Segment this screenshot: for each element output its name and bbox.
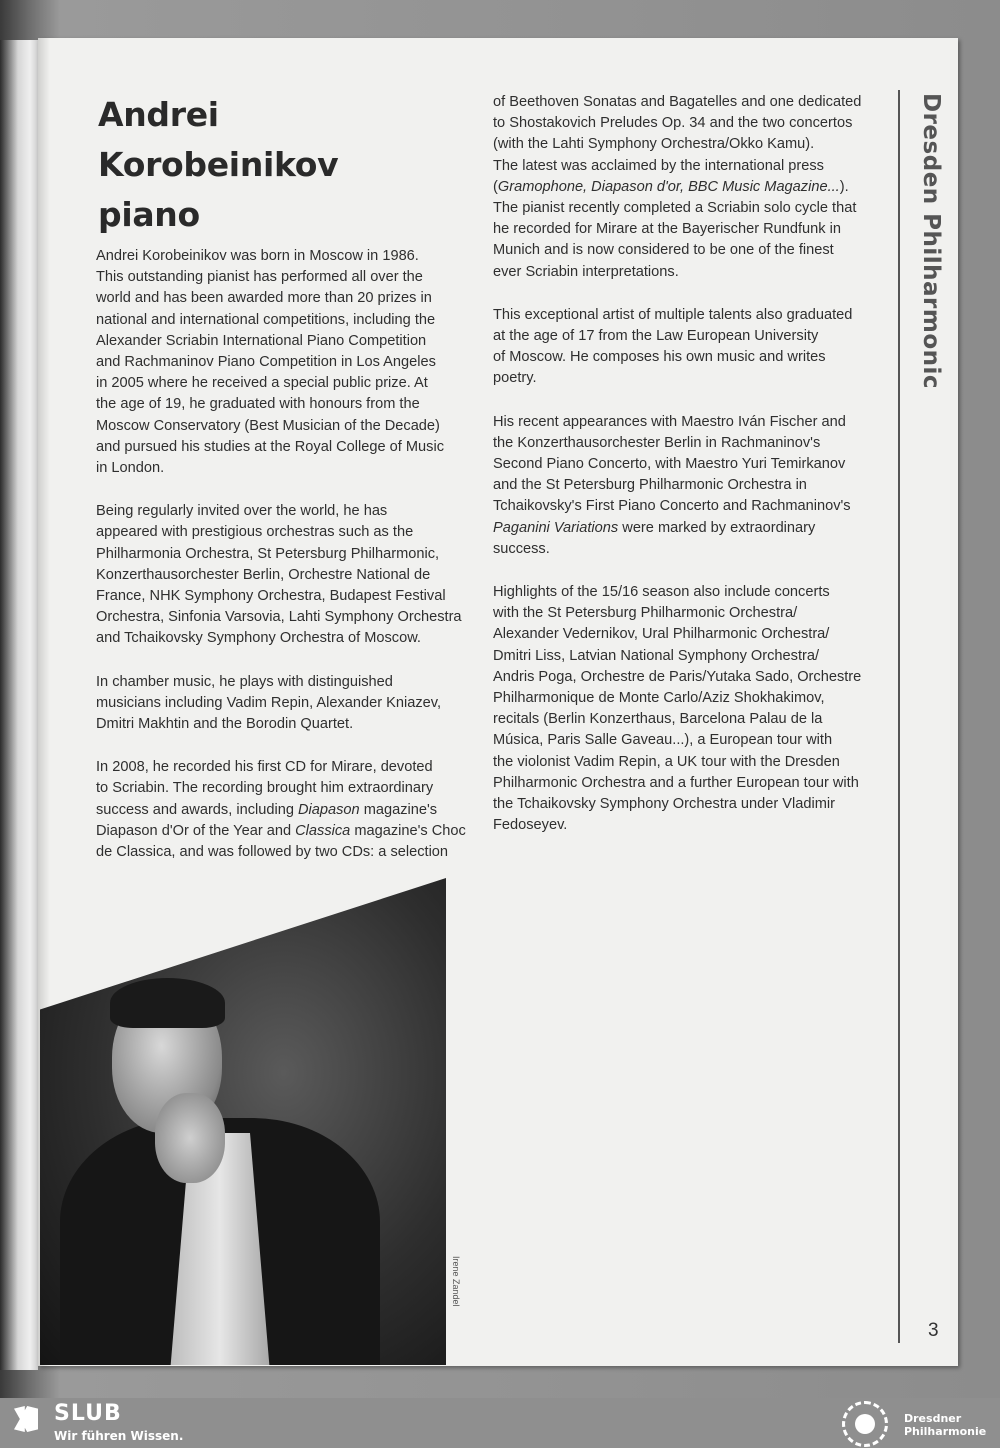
text-line: France, NHK Symphony Orchestra, Budapest Festival — [96, 588, 446, 605]
text-line: musicians including Vadim Repin, Alexander Kniazev, — [96, 694, 442, 711]
text-line: (Gramophone, Diapason d'or, BBC Music Magazine...). — [493, 178, 849, 195]
text-line: Andris Poga, Orchestre de Paris/Yutaka Sado, Orchestre — [493, 668, 862, 685]
text-line: (with the Lahti Symphony Orchestra/Okko Kamu). — [493, 136, 815, 153]
text-line: Being regularly invited over the world, he has — [96, 503, 388, 520]
title-name: Andrei Korobeinikov — [98, 95, 339, 184]
text-line: His recent appearances with Maestro Iván Fischer and — [493, 413, 846, 430]
text-line: Alexander Vedernikov, Ural Philharmonic Orchestra/ — [493, 626, 830, 643]
text-line: Orchestra, Sinfonia Varsovia, Lahti Symphony Orchestra — [96, 609, 462, 626]
text-line: and Rachmaninov Piano Competition in Los Angeles — [96, 354, 436, 371]
artist-portrait-photo — [40, 878, 446, 1365]
text-line: ever Scriabin interpretations. — [493, 263, 679, 280]
text-line: the violonist Vadim Repin, a UK tour with the Dresden — [493, 753, 840, 770]
text-line: Philharmonic Orchestra and a further European tour with — [493, 774, 859, 791]
paragraph-chamber-music — [96, 672, 442, 736]
paragraph-orchestras — [96, 501, 462, 649]
text-line: of Moscow. He composes his own music and writes — [493, 349, 826, 366]
footer-bar — [0, 1398, 1000, 1448]
text-line: world and has been awarded more than 20 prizes in — [96, 290, 432, 307]
text-line: to Shostakovich Preludes Op. 34 and the two concertos — [493, 115, 853, 132]
text-line: national and international competitions, including the — [96, 311, 436, 328]
text-line: Diapason d'Or of the Year and Classica magazine's Choc — [96, 822, 466, 839]
text-line: In chamber music, he plays with distinguished — [96, 673, 393, 690]
text-line: This outstanding pianist has performed all over the — [96, 269, 423, 286]
paragraph-talents — [493, 305, 853, 390]
text-line: the Konzerthausorchester Berlin in Rachmaninov's — [493, 434, 821, 451]
text-line: Highlights of the 15/16 season also include concerts — [493, 584, 830, 601]
text-line: in London. — [96, 460, 165, 477]
text-line: and pursued his studies at the Royal College of Music — [96, 438, 445, 455]
text-line: de Classica, and was followed by two CDs: a selection — [96, 844, 449, 861]
text-line: and Tchaikovsky Symphony Orchestra of Moscow. — [96, 630, 421, 647]
paragraph-appearances — [493, 412, 849, 560]
text-line: Alexander Scriabin International Piano Competition — [96, 332, 427, 349]
photo-hair — [110, 978, 225, 1028]
text-line: Paganini Variations were marked by extraordinary — [493, 519, 816, 536]
photo-credit: Irene Zandel — [451, 1256, 461, 1307]
text-line: The latest was acclaimed by the international press — [493, 157, 824, 174]
text-line: Second Piano Concerto, with Maestro Yuri Temirkanov — [493, 456, 846, 473]
side-running-title: Dresden Philharmonic — [918, 93, 944, 390]
text-line: Philharmonique de Monte Carlo/Aziz Shokhakimov, — [493, 690, 825, 707]
text-line: Philharmonia Orchestra, St Petersburg Philharmonic, — [96, 545, 440, 562]
right-column — [493, 92, 862, 859]
previous-page-edge — [0, 40, 38, 1370]
logo-line: Dresdner — [904, 1412, 962, 1425]
text-line: at the age of 17 from the Law European University — [493, 328, 819, 345]
text-line: Dmitri Makhtin and the Borodin Quartet. — [96, 716, 354, 733]
text-line: Dmitri Liss, Latvian National Symphony Orchestra/ — [493, 647, 820, 664]
paragraph-discography — [493, 92, 862, 283]
text-line: the Tchaikovsky Symphony Orchestra under Vladimir — [493, 796, 836, 813]
text-line: poetry. — [493, 370, 537, 387]
dresdner-philharmonie-logo-icon — [842, 1401, 888, 1447]
slub-tagline: Wir führen Wissen. — [54, 1429, 184, 1443]
text-line: recitals (Berlin Konzerthaus, Barcelona Palau de la — [493, 711, 823, 728]
text-line: in 2005 where he received a special public prize. At — [96, 375, 428, 392]
text-line: Moscow Conservatory (Best Musician of the Decade) — [96, 417, 440, 434]
text-line: success. — [493, 540, 550, 557]
text-line: with the St Petersburg Philharmonic Orchestra/ — [493, 605, 798, 622]
text-line: he recorded for Mirare at the Bayerischer Rundfunk in — [493, 221, 841, 238]
paragraph-season-highlights — [493, 582, 862, 836]
document-page — [38, 38, 958, 1366]
text-line: This exceptional artist of multiple talents also graduated — [493, 306, 853, 323]
text-line: and the St Petersburg Philharmonic Orchestra in — [493, 477, 807, 494]
text-line: Konzerthausorchester Berlin, Orchestre National de — [96, 566, 431, 583]
slub-book-icon — [14, 1406, 38, 1432]
text-line: success and awards, including Diapason magazine's — [96, 801, 438, 818]
text-line: Munich and is now considered to be one of the finest — [493, 242, 834, 259]
text-line: Andrei Korobeinikov was born in Moscow in 1986. — [96, 248, 419, 264]
page-number: 3 — [928, 1320, 939, 1341]
text-line: Tchaikovsky's First Piano Concerto and Rachmaninov's — [493, 498, 851, 515]
text-line: the age of 19, he graduated with honours from the — [96, 396, 420, 413]
left-column — [96, 246, 466, 885]
photo-hand — [155, 1093, 225, 1183]
text-line: to Scriabin. The recording brought him extraordinary — [96, 780, 434, 797]
dresdner-philharmonie-logo-text[interactable] — [904, 1412, 986, 1438]
text-line: Música, Paris Salle Gaveau...), a European tour with — [493, 732, 833, 749]
title-instrument: piano — [98, 195, 200, 234]
text-line: appeared with prestigious orchestras such as the — [96, 524, 414, 541]
text-line: of Beethoven Sonatas and Bagatelles and one dedicated — [493, 94, 862, 110]
text-line: The pianist recently completed a Scriabin solo cycle that — [493, 200, 857, 217]
text-line: In 2008, he recorded his first CD for Mirare, devoted — [96, 759, 433, 776]
paragraph-recordings — [96, 757, 466, 863]
slub-logo-text[interactable]: SLUB — [54, 1401, 122, 1426]
logo-line: Philharmonie — [904, 1425, 987, 1438]
paragraph-biography — [96, 246, 445, 479]
page-title — [98, 90, 468, 240]
vertical-divider — [898, 90, 900, 1343]
text-line: Fedoseyev. — [493, 817, 568, 834]
